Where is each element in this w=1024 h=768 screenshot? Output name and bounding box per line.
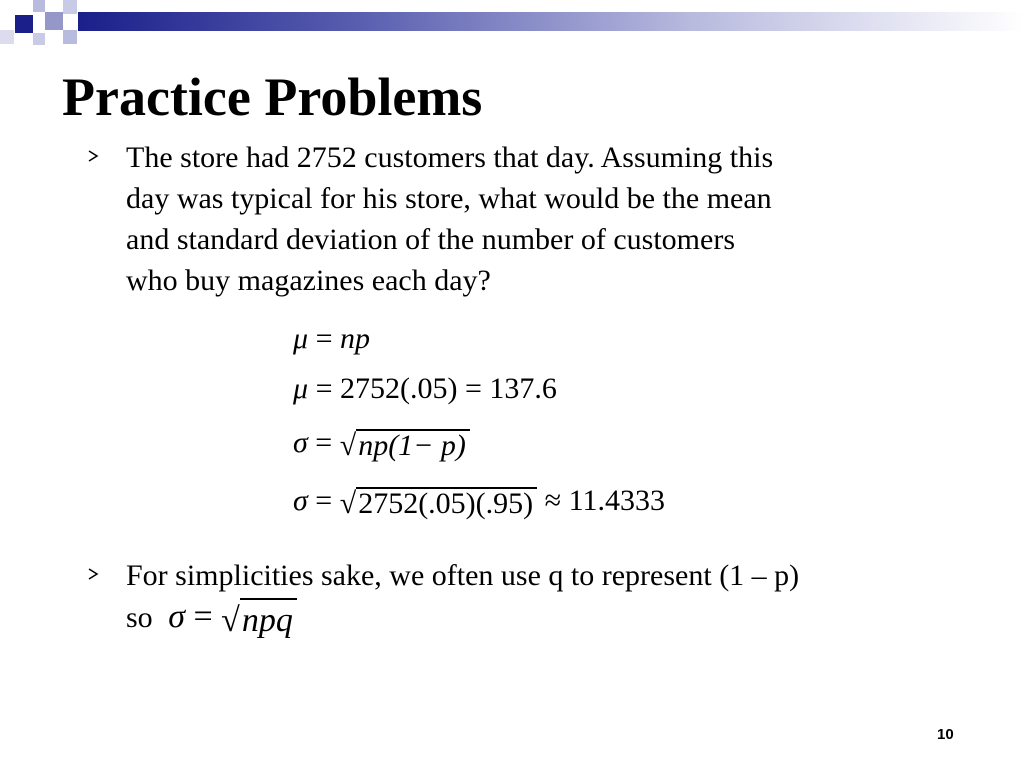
square-root [340,487,537,519]
mu-symbol: μ [293,322,309,355]
arrow-bullet-icon [86,567,100,581]
sd-result: 11.4333 [568,484,666,517]
bullet-1-line-4: who buy magazines each day? [126,264,491,297]
square-root [340,429,470,461]
header-gradient-bar [78,12,1024,31]
radical-sign-icon: √ [339,429,357,463]
equals-sign: = [315,372,333,405]
page-number: 10 [937,726,954,743]
square-root [221,598,297,641]
equals-sign: = [315,484,333,517]
radical-sign-icon: √ [221,601,240,639]
bullet-1-line-3: and standard deviation of the number of customers [126,223,735,256]
mean-result: 137.6 [489,372,557,405]
bullet-item-1 [86,137,946,307]
equation-sd-formula [293,428,470,461]
radical-sign-icon: √ [339,487,357,521]
bullet-1-line-1: The store had 2752 customers that day. Assuming this [126,141,774,174]
sigma-symbol: σ [168,598,185,635]
equals-sign: = [315,322,333,355]
bullet-2-line-2 [126,596,799,641]
so-label: so [126,601,153,634]
equals-sign: = [193,598,213,635]
npq-formula [168,598,297,639]
equation-mean-value [293,374,557,404]
sigma-symbol: σ [293,426,308,459]
approx-sign: ≈ [544,484,562,517]
npq-radicand: npq [240,598,297,641]
bullet-item-2 [86,555,946,655]
mu-symbol: μ [293,372,309,405]
slide-title: Practice Problems [62,67,483,127]
bullet-1-line-2: day was typical for his store, what would be the mean [126,182,772,215]
mean-calculation: 2752(.05) [339,372,458,405]
sd-radicand: np(1− p) [356,429,470,461]
sd-radicand-values: 2752(.05)(.95) [356,487,537,519]
bullet-2-line-1: For simplicities sake, we often use q to represent (1 – p) [126,559,800,592]
equals-sign: = [464,372,482,405]
mean-rhs: np [339,322,370,355]
bullet-2-text [126,555,799,641]
equation-sd-value [293,486,665,519]
bullet-1-text [126,137,773,301]
sigma-symbol: σ [293,484,308,517]
equation-mean-formula [293,324,370,354]
equals-sign: = [315,426,333,459]
arrow-bullet-icon [86,149,100,163]
